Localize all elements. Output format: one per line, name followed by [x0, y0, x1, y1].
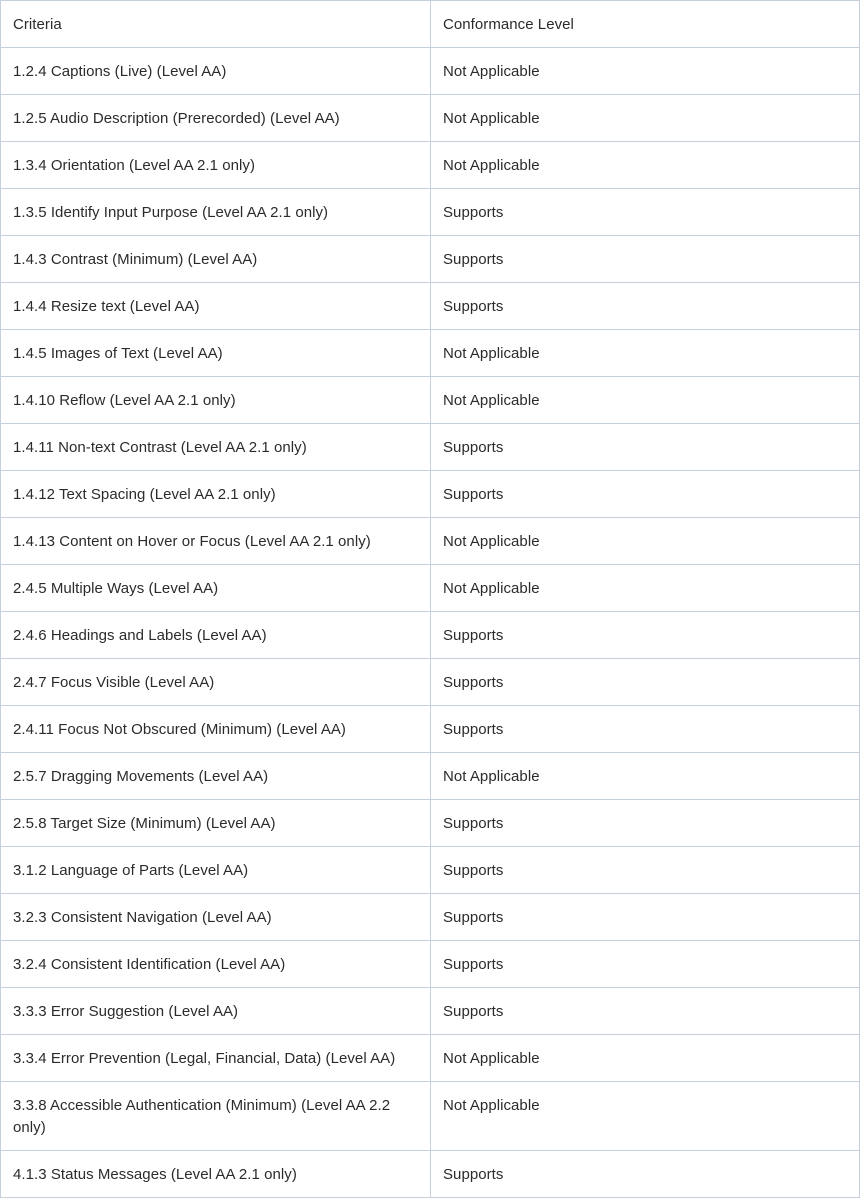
- table-row: [1, 95, 860, 142]
- criteria-cell: 2.4.6 Headings and Labels (Level AA): [1, 612, 431, 659]
- table-row: [1, 283, 860, 330]
- conformance-cell: Supports: [431, 706, 860, 753]
- conformance-cell: Supports: [431, 189, 860, 236]
- table-row: [1, 377, 860, 424]
- criteria-cell: 1.4.11 Non-text Contrast (Level AA 2.1 only): [1, 424, 431, 471]
- table-row: [1, 48, 860, 95]
- criteria-cell: 2.4.11 Focus Not Obscured (Minimum) (Level AA): [1, 706, 431, 753]
- table-row: [1, 659, 860, 706]
- table-row: [1, 471, 860, 518]
- conformance-cell: Not Applicable: [431, 48, 860, 95]
- conformance-cell: Supports: [431, 800, 860, 847]
- conformance-cell: Not Applicable: [431, 377, 860, 424]
- criteria-cell: 2.4.7 Focus Visible (Level AA): [1, 659, 431, 706]
- table-row: [1, 753, 860, 800]
- table-row: [1, 330, 860, 377]
- conformance-cell: Not Applicable: [431, 1035, 860, 1082]
- conformance-cell: Supports: [431, 283, 860, 330]
- criteria-cell: 1.3.4 Orientation (Level AA 2.1 only): [1, 142, 431, 189]
- conformance-cell: Supports: [431, 1151, 860, 1198]
- criteria-cell: 3.1.2 Language of Parts (Level AA): [1, 847, 431, 894]
- table-row: [1, 894, 860, 941]
- criteria-cell: 1.4.5 Images of Text (Level AA): [1, 330, 431, 377]
- table-row: [1, 941, 860, 988]
- conformance-cell: Supports: [431, 424, 860, 471]
- criteria-column-header: Criteria: [1, 1, 431, 48]
- conformance-cell: Not Applicable: [431, 142, 860, 189]
- conformance-cell: Not Applicable: [431, 753, 860, 800]
- criteria-cell: 1.4.3 Contrast (Minimum) (Level AA): [1, 236, 431, 283]
- criteria-cell: 2.5.8 Target Size (Minimum) (Level AA): [1, 800, 431, 847]
- table-row: [1, 518, 860, 565]
- criteria-cell: 1.2.4 Captions (Live) (Level AA): [1, 48, 431, 95]
- criteria-cell: 3.3.8 Accessible Authentication (Minimum) (Level AA 2.2 only): [1, 1082, 431, 1151]
- conformance-cell: Supports: [431, 659, 860, 706]
- criteria-cell: 3.3.4 Error Prevention (Legal, Financial, Data) (Level AA): [1, 1035, 431, 1082]
- criteria-cell: 1.3.5 Identify Input Purpose (Level AA 2.1 only): [1, 189, 431, 236]
- criteria-cell: 2.5.7 Dragging Movements (Level AA): [1, 753, 431, 800]
- header-row: [1, 1, 860, 48]
- table-row: [1, 1151, 860, 1198]
- table-row: [1, 800, 860, 847]
- conformance-cell: Not Applicable: [431, 518, 860, 565]
- criteria-cell: 3.2.4 Consistent Identification (Level AA): [1, 941, 431, 988]
- table-row: [1, 612, 860, 659]
- conformance-cell: Supports: [431, 471, 860, 518]
- table-row: [1, 847, 860, 894]
- table-header: [1, 1, 860, 48]
- table-row: [1, 565, 860, 612]
- criteria-cell: 4.1.3 Status Messages (Level AA 2.1 only): [1, 1151, 431, 1198]
- table-row: [1, 706, 860, 753]
- criteria-cell: 1.4.13 Content on Hover or Focus (Level AA 2.1 only): [1, 518, 431, 565]
- conformance-cell: Not Applicable: [431, 330, 860, 377]
- criteria-cell: 3.3.3 Error Suggestion (Level AA): [1, 988, 431, 1035]
- criteria-cell: 3.2.3 Consistent Navigation (Level AA): [1, 894, 431, 941]
- criteria-cell: 1.4.4 Resize text (Level AA): [1, 283, 431, 330]
- conformance-cell: Not Applicable: [431, 1082, 860, 1151]
- conformance-cell: Supports: [431, 988, 860, 1035]
- conformance-cell: Supports: [431, 612, 860, 659]
- table-row: [1, 1082, 860, 1151]
- table-row: [1, 1035, 860, 1082]
- conformance-column-header: Conformance Level: [431, 1, 860, 48]
- table-body: [1, 48, 860, 1198]
- table-row: [1, 988, 860, 1035]
- table-row: [1, 424, 860, 471]
- conformance-cell: Supports: [431, 847, 860, 894]
- criteria-cell: 1.4.12 Text Spacing (Level AA 2.1 only): [1, 471, 431, 518]
- criteria-cell: 1.2.5 Audio Description (Prerecorded) (Level AA): [1, 95, 431, 142]
- conformance-cell: Not Applicable: [431, 565, 860, 612]
- conformance-cell: Supports: [431, 941, 860, 988]
- table-row: [1, 189, 860, 236]
- table-row: [1, 236, 860, 283]
- conformance-cell: Supports: [431, 894, 860, 941]
- criteria-cell: 2.4.5 Multiple Ways (Level AA): [1, 565, 431, 612]
- conformance-cell: Supports: [431, 236, 860, 283]
- criteria-cell: 1.4.10 Reflow (Level AA 2.1 only): [1, 377, 431, 424]
- table-row: [1, 142, 860, 189]
- conformance-cell: Not Applicable: [431, 95, 860, 142]
